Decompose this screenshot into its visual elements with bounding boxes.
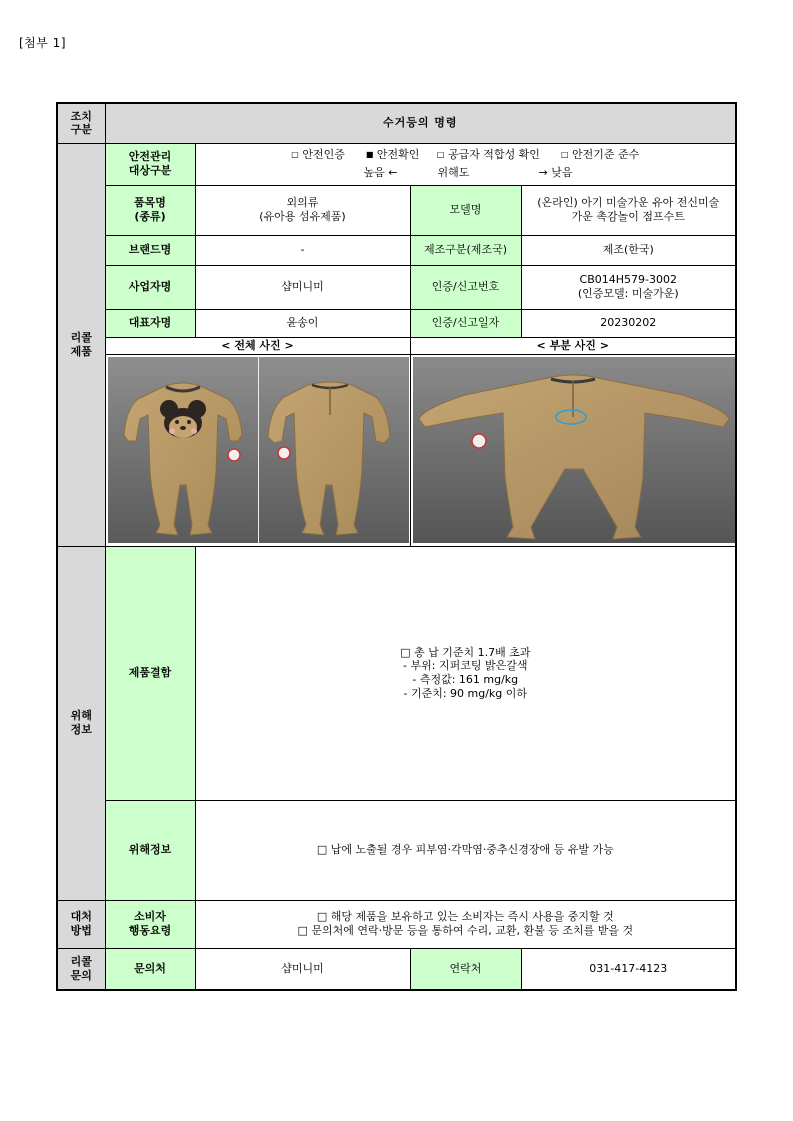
brand-label: 브랜드명	[105, 235, 195, 265]
section-action-type: 조치 구분	[57, 103, 105, 143]
full-product-photo	[108, 357, 409, 543]
consumer-guide-label: 소비자 행동요령	[105, 900, 195, 948]
section-hazard-info: 위해 정보	[57, 546, 105, 900]
option-safety-check: ■ 안전확인	[365, 148, 420, 162]
full-photo-cell	[105, 354, 410, 546]
model-name-value: (온라인) 아기 미술가운 유아 전신미술 가운 촉감놀이 점프수트	[521, 185, 736, 235]
cert-date-label: 인증/신고일자	[410, 309, 521, 337]
consumer-guide-line: □ 문의처에 연락·방문 등을 통하여 수리, 교환, 환불 등 조치를 받을 것	[297, 924, 634, 937]
defect-value	[195, 546, 736, 800]
scale-high: 높음 ←	[363, 165, 398, 179]
origin-value: 제조(한국)	[521, 235, 736, 265]
inquiry-value: 샵미니미	[195, 948, 410, 990]
safety-category-label: 안전관리 대상구분	[105, 143, 195, 185]
contact-value: 031-417-4123	[521, 948, 736, 990]
company-value: 샵미니미	[195, 265, 410, 309]
option-supplier-conformity: □ 공급자 적합성 확인	[436, 148, 540, 162]
ceo-value: 윤송이	[195, 309, 410, 337]
defect-line: - 기준치: 90 mg/kg 이하	[403, 686, 528, 700]
contact-label: 연락처	[410, 948, 521, 990]
partial-photo-cell	[410, 354, 736, 546]
attachment-label: [첨부 1]	[19, 36, 66, 50]
company-label: 사업자명	[105, 265, 195, 309]
model-name-label: 모델명	[410, 185, 521, 235]
section-recall-inquiry: 리콜 문의	[57, 948, 105, 990]
item-name-label: 품목명 (종류)	[105, 185, 195, 235]
consumer-guide-value	[195, 900, 736, 948]
defect-line: - 부위: 지퍼코팅 밝은갈색	[403, 659, 528, 673]
origin-label: 제조구분(제조국)	[410, 235, 521, 265]
ceo-label: 대표자명	[105, 309, 195, 337]
hazard-info-label: 위해정보	[105, 800, 195, 900]
partial-photo-header: < 부분 사진 >	[410, 337, 736, 354]
brand-value: -	[195, 235, 410, 265]
item-name-value: 외의류 (유아용 섬유제품)	[195, 185, 410, 235]
section-action-method: 대처 방법	[57, 900, 105, 948]
section-recall-product: 리콜 제품	[57, 143, 105, 546]
option-safety-cert: □ 안전인증	[291, 148, 345, 162]
full-photo-header: < 전체 사진 >	[105, 337, 410, 354]
scale-mid: 위해도	[437, 165, 470, 179]
cert-date-value: 20230202	[521, 309, 736, 337]
recall-notice-table	[56, 102, 737, 991]
cert-number-label: 인증/신고번호	[410, 265, 521, 309]
page-title: 수거등의 명령	[105, 103, 736, 143]
scale-low: → 낮음	[538, 165, 573, 179]
defect-line: - 측정값: 161 mg/kg	[412, 673, 519, 686]
safety-category-value	[195, 143, 736, 185]
hazard-info-value: □ 납에 노출될 경우 피부염·각막염·중추신경장애 등 유발 가능	[195, 800, 736, 900]
inquiry-label: 문의처	[105, 948, 195, 990]
defect-label: 제품결함	[105, 546, 195, 800]
consumer-guide-line: □ 해당 제품을 보유하고 있는 소비자는 즉시 사용을 중지할 것	[316, 910, 614, 924]
partial-product-photo	[413, 357, 735, 543]
option-safety-standard: □ 안전기준 준수	[560, 148, 640, 162]
cert-number-value: CB014H579-3002 (인증모델: 미술가운)	[521, 265, 736, 309]
defect-line: □ 총 납 기준치 1.7배 초과	[400, 645, 531, 659]
